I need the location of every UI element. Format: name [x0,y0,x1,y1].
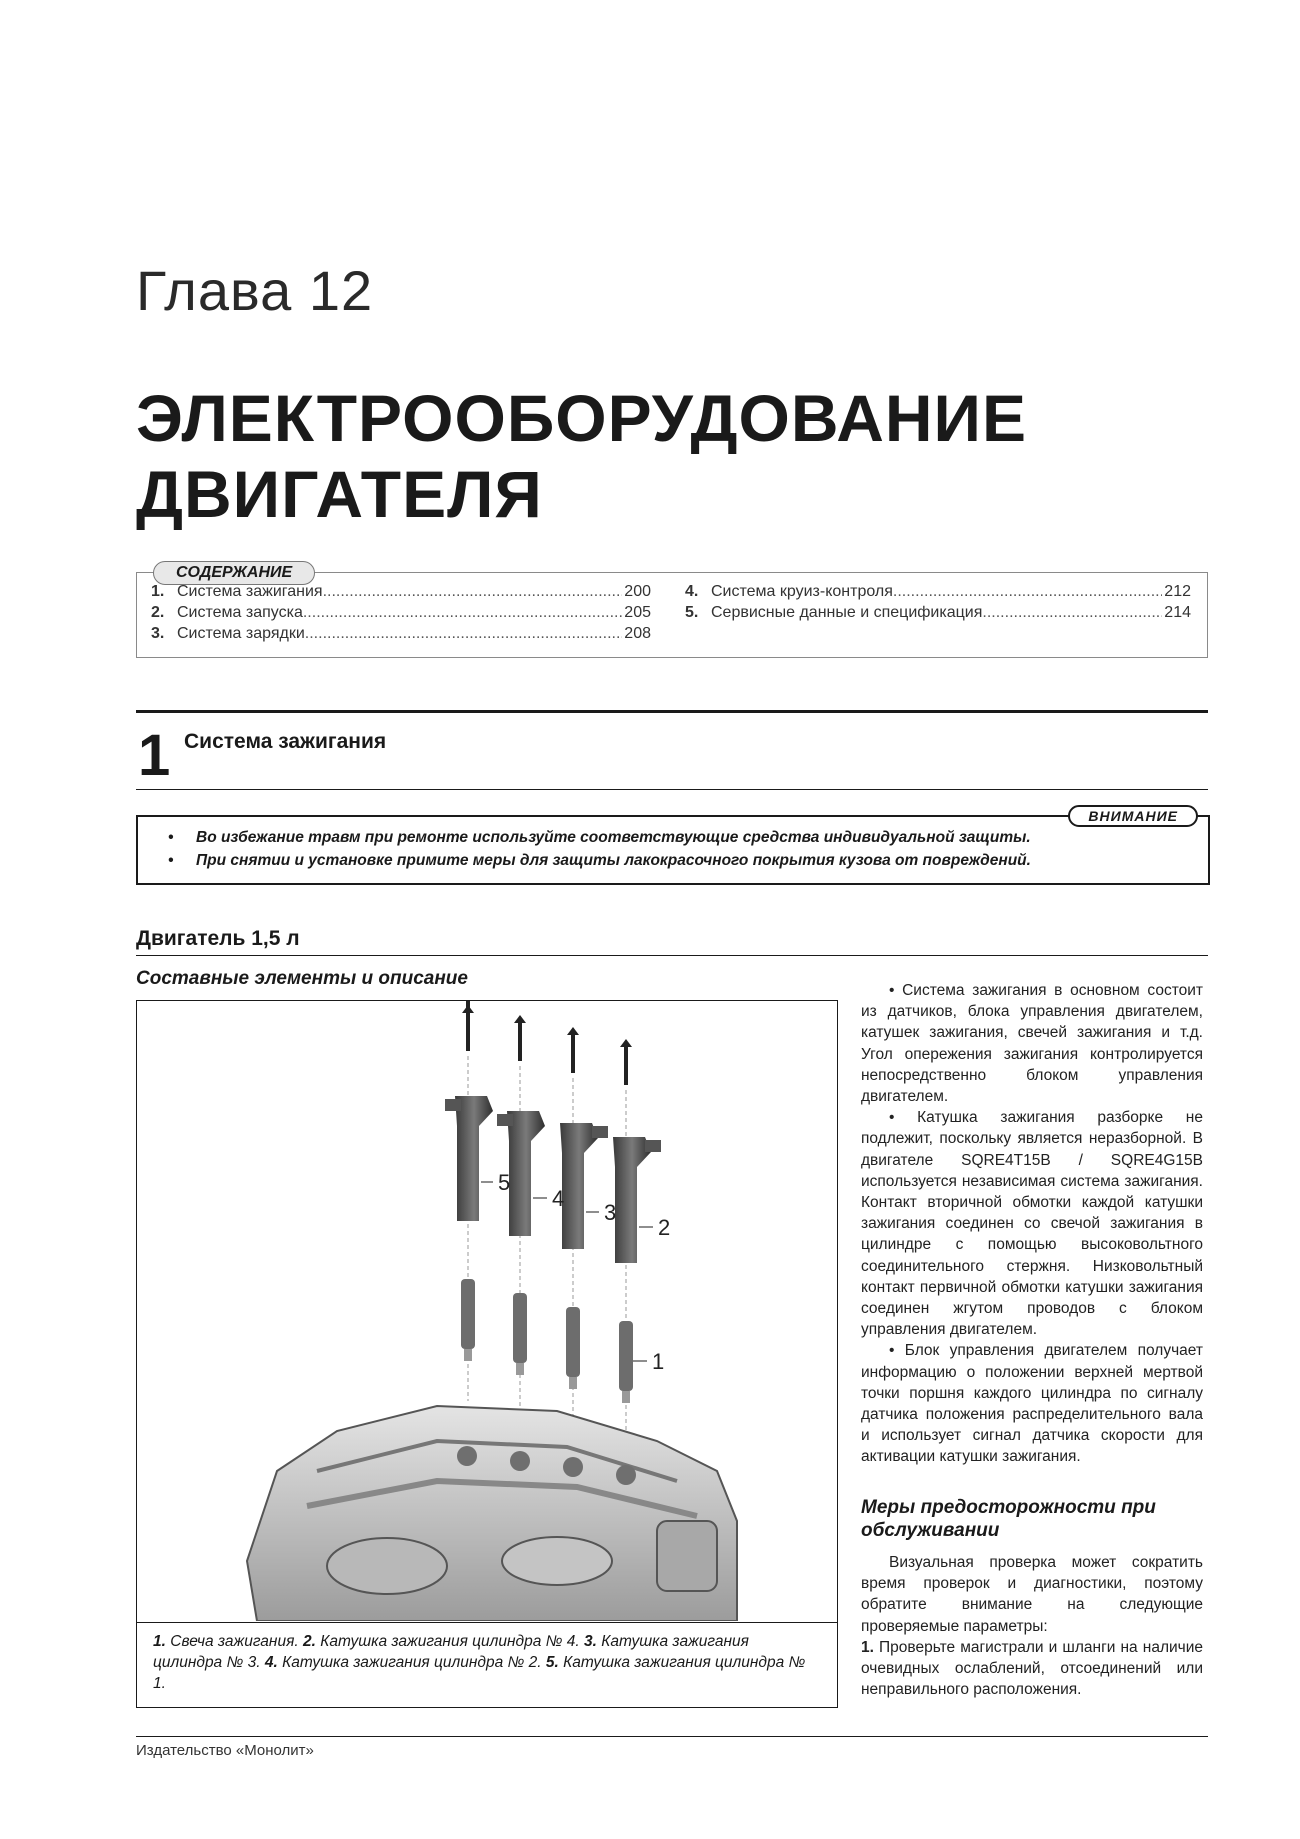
paragraph: • Катушка зажигания разборке не подлежит, поскольку является неразборной. В двигателе SQRE4T15B / SQRE4G15B используется независимая система зажигания. Контакт вторичной обмотки каждой катушки зажигания соединен со свечой зажигания в цилиндре с помощью высоковольтного соединительного стержня. Низковольтный контакт первичной обмотки катушки зажигания соединен жгутом проводов с блоком управления двигателем. [861,1109,1203,1339]
chapter-title-line2: ДВИГАТЕЛЯ [136,457,543,531]
body-text-bottom [861,1552,1203,1700]
caption-text: Катушка зажигания цилиндра № 2. [277,1654,546,1671]
bullet-icon: • [168,852,174,869]
subheading: Составные элементы и описание [136,968,468,989]
warning-text: Во избежание травм при ремонте используйте соответствующие средства индивидуальной защиты. [196,829,1031,846]
caption-text: Катушка зажигания цилиндра № 4. [315,1633,584,1650]
chapter-title [136,380,1027,532]
section-number: 1 [138,723,171,788]
warning-label: ВНИМАНИЕ [1068,805,1198,827]
caption-number: 2. [302,1633,316,1650]
callout-label: 2 [658,1215,671,1240]
list-number: 1. [861,1638,874,1656]
table-of-contents [136,564,1208,658]
toc-item-text: Система зажигания [177,583,323,600]
caption-number: 5. [545,1654,559,1671]
toc-item-page: 200 [624,583,651,600]
toc-item-number: 1. [151,583,165,600]
callout-label: 3 [604,1200,617,1225]
figure-caption [137,1622,837,1707]
warning-text: При снятии и установке примите меры для защиты лакокрасочного покрытия кузова от повреждений. [196,852,1031,869]
ignition-figure [136,1000,838,1708]
bullet-icon: • [168,829,174,846]
paragraph: • Система зажигания в основном состоит из датчиков, блока управления двигателем, катушек зажигания, свечей зажигания и т.д. Угол опережения зажигания контролируется непосредственно блоком управления двигателем. [861,982,1203,1106]
footer-rule [136,1736,1208,1737]
bolt-icon [462,1001,474,1051]
toc-item[interactable] [151,625,651,646]
caption-text: Свеча зажигания. [165,1633,303,1650]
spark-plug [513,1293,527,1375]
bolt-icon [514,1015,526,1061]
toc-leader [982,604,1162,622]
callout-label: 5 [498,1170,511,1195]
toc-item-number: 3. [151,625,165,642]
toc-item[interactable] [685,583,1191,604]
callout-label: 1 [652,1349,665,1374]
toc-item-text: Система зарядки [177,625,305,642]
toc-item-page: 208 [624,625,651,642]
section-rule-top [136,710,1208,713]
spark-plug [619,1321,633,1403]
engine-heading: Двигатель 1,5 л [136,927,300,950]
spark-plug [566,1307,580,1389]
bolt-icon [620,1039,632,1085]
ignition-coil [560,1123,608,1249]
ignition-coil [613,1137,661,1263]
toc-item-number: 4. [685,583,699,600]
section-title: Система зажигания [184,730,387,753]
toc-item-number: 2. [151,604,165,621]
toc-leader [305,625,623,643]
chapter-title-line1: ЭЛЕКТРООБОРУДОВАНИЕ [136,381,1027,455]
toc-item[interactable] [151,583,651,604]
toc-item-text: Система запуска [177,604,303,621]
engine-block [247,1406,737,1621]
ignition-coil [445,1096,493,1221]
toc-leader [303,604,622,622]
ignition-diagram [137,1001,837,1621]
toc-item[interactable] [151,604,651,625]
caption-text: Катушка зажигания цилиндра № 3. [153,1633,749,1671]
toc-item-page: 214 [1164,604,1191,621]
toc-item-text: Сервисные данные и спецификация [711,604,983,621]
section-rule-bottom [136,789,1208,790]
paragraph [861,1637,1203,1701]
toc-column-left [151,583,651,646]
precautions-heading: Меры предосторожности при обслуживании [861,1497,1156,1541]
toc-label: СОДЕРЖАНИЕ [153,561,315,585]
paragraph: • Блок управления двигателем получает информацию о положении верхней мертвой точки поршня каждого цилиндра по сигналу датчика положения распределительного вала и использует сигнал датчика скорости для активации катушки зажигания. [861,1342,1203,1466]
caption-number: 3. [583,1633,597,1650]
engine-heading-rule [136,955,1208,956]
warning-item [168,852,1031,870]
caption-text: Катушка зажигания цилиндра № 1. [153,1654,806,1692]
list-text: Проверьте магистрали и шланги на наличие очевидных ослаблений, отсоединений или неправильного расположения. [861,1638,1203,1699]
toc-leader [323,583,623,601]
toc-item-page: 212 [1164,583,1191,600]
toc-column-right [685,583,1191,625]
body-text-top [861,980,1203,1468]
toc-item[interactable] [685,604,1191,625]
chapter-number: Глава 12 [136,259,374,322]
toc-item-text: Система круиз-контроля [711,583,893,600]
callout-label: 4 [552,1186,565,1211]
warning-item [168,829,1031,847]
paragraph: Визуальная проверка может сократить время проверок и диагностики, поэтому обратите внимание на следующие проверяемые параметры: [861,1554,1203,1635]
toc-item-number: 5. [685,604,699,621]
caption-number: 1. [153,1633,166,1650]
caption-number: 4. [264,1654,278,1671]
spark-plug [461,1279,475,1361]
bolt-icon [567,1027,579,1073]
warning-box [136,808,1210,885]
publisher-footer: Издательство «Монолит» [136,1742,314,1759]
toc-leader [893,583,1162,601]
toc-item-page: 205 [624,604,651,621]
